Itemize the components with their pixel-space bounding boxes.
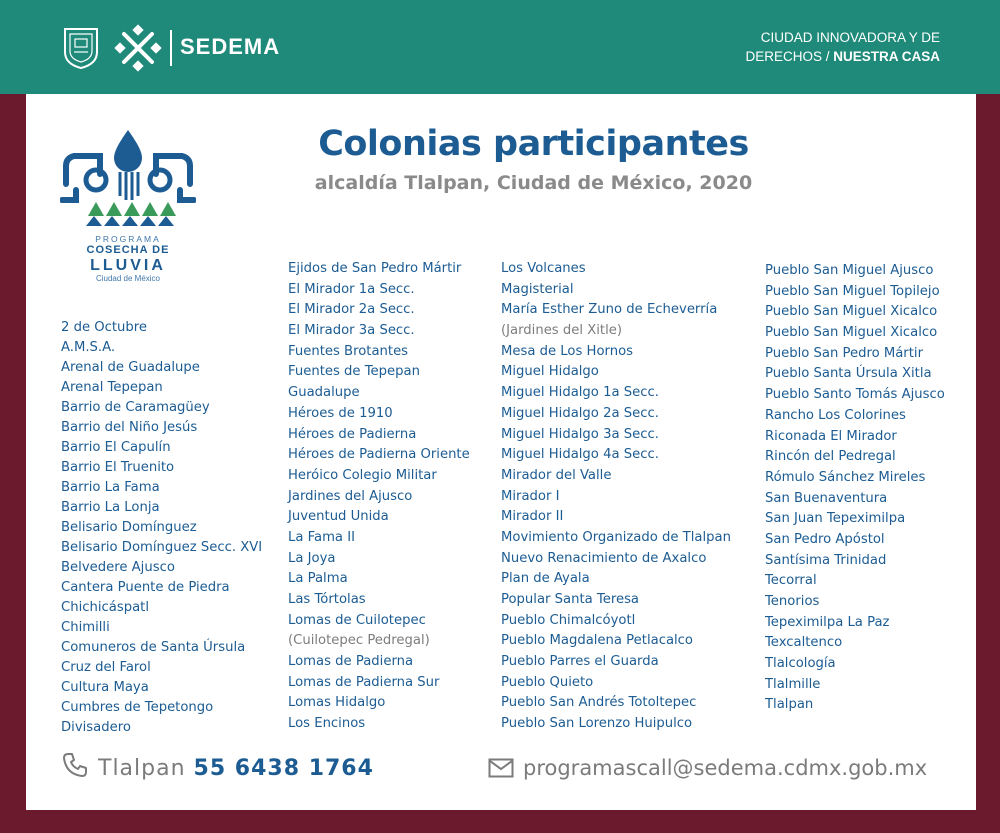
- colonias-column-3: [501, 259, 731, 735]
- colonia-item: Chimilli: [61, 620, 110, 635]
- colonia-item: María Esther Zuno de Echeverría: [501, 302, 718, 318]
- logo-lluvia: LLUVIA: [90, 257, 166, 274]
- colonia-item: Jardines del Ajusco: [288, 488, 413, 504]
- colonia-item: Pueblo San Miguel Xicalco: [765, 325, 938, 341]
- colonia-item: Santísima Trinidad: [765, 552, 887, 568]
- colonia-item: Tepeximilpa La Paz: [765, 614, 890, 630]
- colonia-note: (Jardines del Xitle): [501, 323, 623, 339]
- colonia-note: (Cuilotepec Pedregal): [288, 633, 430, 649]
- colonia-item: Los Encinos: [288, 716, 366, 732]
- colonia-item: Miguel Hidalgo: [501, 364, 599, 380]
- phone-contact: [98, 756, 374, 781]
- colonia-item: Tlalmille: [765, 676, 821, 692]
- tagline-line-2: [745, 47, 940, 66]
- colonia-item: Pueblo Santa Úrsula Xitla: [765, 366, 932, 382]
- colonia-item: Nuevo Renacimiento de Axalco: [501, 550, 707, 566]
- colonias-column-4: [765, 261, 945, 716]
- colonia-item: Cantera Puente de Piedra: [61, 580, 230, 595]
- colonia-item: Plan de Ayala: [501, 571, 590, 587]
- colonia-item: La Joya: [288, 550, 336, 566]
- colonia-item: Lomas de Padierna Sur: [288, 674, 440, 690]
- colonia-item: Cumbres de Tepetongo: [61, 700, 214, 715]
- colonia-item: Miguel Hidalgo 1a Secc.: [501, 385, 659, 401]
- logo-cosecha: COSECHA DE: [86, 244, 170, 256]
- colonia-item: Mirador del Valle: [501, 467, 612, 483]
- colonia-item: Cultura Maya: [61, 680, 149, 695]
- colonia-item: Mirador I: [501, 488, 560, 504]
- logo-ciudad: Ciudad de México: [95, 274, 161, 283]
- tagline-line-1: CIUDAD INNOVADORA Y DE: [760, 30, 940, 45]
- colonia-item: Cruz del Farol: [61, 660, 151, 675]
- colonia-item: Rincón del Pedregal: [765, 449, 896, 465]
- content-card: [26, 94, 976, 810]
- page-subtitle: alcaldía Tlalpan, Ciudad de México, 2020: [314, 172, 753, 194]
- tagline-regular: DERECHOS /: [745, 49, 834, 64]
- colonia-item: Ejidos de San Pedro Mártir: [288, 261, 462, 276]
- phone-number: 55 6438 1764: [193, 756, 374, 781]
- logo-text: [60, 234, 196, 284]
- colonia-item: Tlalcología: [765, 656, 836, 672]
- colonia-item: Pueblo Parres el Guarda: [501, 654, 659, 670]
- phone-label: Tlalpan: [98, 756, 194, 781]
- page-title: Colonias participantes: [318, 124, 749, 164]
- colonia-item: Héroes de 1910: [288, 405, 393, 421]
- brand-name: SEDEMA: [180, 34, 281, 59]
- colonia-item: Lomas de Padierna: [288, 654, 414, 670]
- colonia-item: San Pedro Apóstol: [765, 531, 885, 547]
- colonia-item: El Mirador 2a Secc.: [288, 302, 415, 318]
- colonia-item: Barrio El Truenito: [61, 460, 175, 475]
- colonia-item: Barrio El Capulín: [61, 440, 171, 455]
- colonia-item: Miguel Hidalgo 4a Secc.: [501, 447, 659, 463]
- colonia-item: Chichicáspatl: [61, 600, 149, 615]
- mail-icon: [488, 758, 514, 778]
- colonia-item: A.M.S.A.: [61, 340, 116, 355]
- colonia-item: Popular Santa Teresa: [501, 592, 640, 607]
- colonia-item: San Juan Tepeximilpa: [765, 511, 906, 527]
- colonia-item: Rómulo Sánchez Mireles: [765, 469, 926, 485]
- colonia-item: Tenorios: [765, 594, 820, 609]
- colonia-item: Pueblo San Miguel Xicalco: [765, 304, 938, 320]
- colonia-item: Barrio La Fama: [61, 480, 160, 495]
- colonia-item: Divisadero: [61, 720, 131, 735]
- colonia-item: Fuentes Brotantes: [288, 343, 409, 359]
- logo-programa: PROGRAMA: [95, 234, 161, 244]
- colonia-item: Rancho Los Colorines: [765, 407, 906, 423]
- program-logo: [60, 130, 196, 283]
- colonia-item: Pueblo Magdalena Petlacalco: [501, 633, 694, 649]
- colonias-column-2: [288, 259, 470, 735]
- colonia-item: Lomas de Cuilotepec: [288, 612, 426, 628]
- colonia-item: Juventud Unida: [288, 509, 389, 525]
- email-address[interactable]: programascall@sedema.cdmx.gob.mx: [523, 756, 928, 780]
- colonia-item: Magisterial: [501, 281, 574, 297]
- colonia-item: Riconada El Mirador: [765, 428, 897, 444]
- colonia-item: Pueblo Chimalcóyotl: [501, 612, 636, 628]
- colonia-item: Las Tórtolas: [288, 592, 366, 607]
- colonia-item: Arenal Tepepan: [61, 380, 163, 395]
- colonia-item: Pueblo San Pedro Mártir: [765, 345, 923, 361]
- colonia-item: La Palma: [288, 571, 348, 587]
- colonia-item: Belisario Domínguez: [61, 520, 197, 535]
- colonia-item: Héroes de Padierna: [288, 426, 417, 442]
- shield-icon: [62, 26, 100, 70]
- header-divider: [170, 30, 172, 66]
- colonia-item: Fuentes de Tepepan: [288, 364, 420, 380]
- colonia-item: Lomas Hidalgo: [288, 695, 386, 711]
- colonia-item: Pueblo San Miguel Topilejo: [765, 283, 940, 299]
- colonias-column-1: [61, 318, 262, 738]
- colonia-item: Mesa de Los Hornos: [501, 343, 634, 359]
- colonia-item: Arenal de Guadalupe: [61, 360, 200, 375]
- colonia-item: Comuneros de Santa Úrsula: [61, 640, 246, 655]
- colonia-item: Guadalupe: [288, 385, 360, 401]
- cdmx-logo-icon: [114, 24, 162, 72]
- colonia-item: Texcaltenco: [765, 635, 843, 651]
- colonia-item: Mirador II: [501, 509, 564, 525]
- colonia-item: Pueblo Quieto: [501, 674, 594, 690]
- colonia-item: Movimiento Organizado de Tlalpan: [501, 529, 731, 545]
- colonia-item: Pueblo San Lorenzo Huipulco: [501, 716, 693, 732]
- colonia-item: San Buenaventura: [765, 490, 888, 506]
- colonia-item: Pueblo Santo Tomás Ajusco: [765, 387, 945, 403]
- colonia-item: Pueblo San Andrés Totoltepec: [501, 695, 697, 711]
- colonia-item: Miguel Hidalgo 2a Secc.: [501, 405, 659, 421]
- colonia-item: Héroes de Padierna Oriente: [288, 447, 470, 463]
- colonia-item: Barrio La Lonja: [61, 500, 160, 515]
- colonia-item: Tlalpan: [765, 697, 814, 713]
- colonia-item: Barrio de Caramagüey: [61, 400, 210, 415]
- colonia-item: Belisario Domínguez Secc. XVI: [61, 540, 263, 555]
- tagline-bold: NUESTRA CASA: [833, 49, 940, 64]
- colonia-item: Tecorral: [765, 573, 817, 589]
- colonia-item: Belvedere Ajusco: [61, 560, 175, 575]
- colonia-item: El Mirador 1a Secc.: [288, 281, 415, 297]
- colonia-item: Barrio del Niño Jesús: [61, 420, 198, 435]
- colonia-item: Miguel Hidalgo 3a Secc.: [501, 426, 659, 442]
- colonia-item: Los Volcanes: [501, 261, 586, 276]
- header-tagline: [745, 28, 940, 66]
- colonia-item: El Mirador 3a Secc.: [288, 323, 415, 339]
- rain-harvest-logo-icon: [60, 130, 196, 234]
- colonia-item: Heróico Colegio Militar: [288, 467, 437, 483]
- colonia-item: Pueblo San Miguel Ajusco: [765, 263, 934, 278]
- phone-icon: [62, 752, 88, 778]
- header-bar: [0, 0, 1000, 94]
- colonia-item: La Fama II: [288, 529, 355, 545]
- colonia-item: 2 de Octubre: [61, 320, 148, 335]
